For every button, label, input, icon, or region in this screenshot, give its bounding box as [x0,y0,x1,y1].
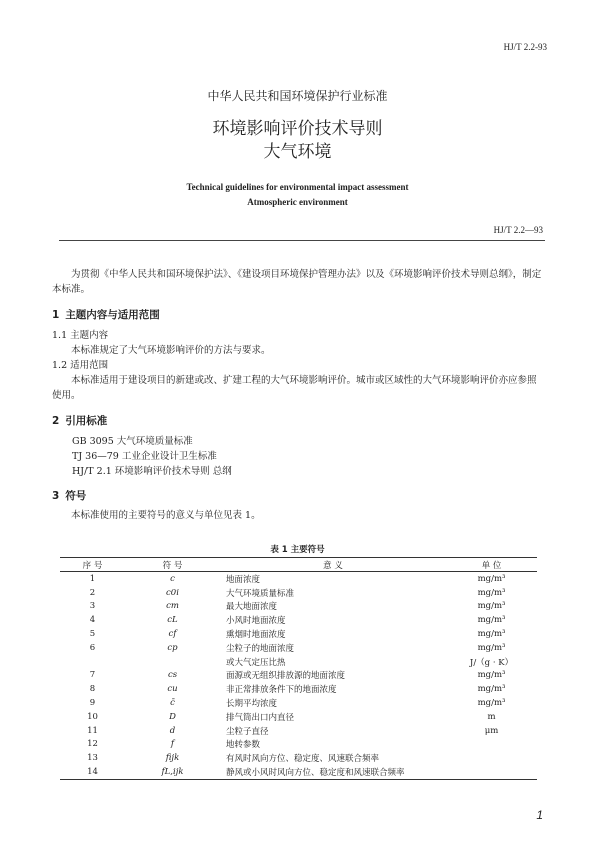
table-cell: mg/m³ [477,642,506,653]
section-number: 3 [52,490,60,502]
table-cell: cp [167,642,178,653]
section-title: 符号 [65,490,87,502]
table-cell: 最大地面浓度 [226,602,278,613]
table-cell: fL,ijk [125,765,220,779]
table-cell: 非正常排放条件下的地面浓度 [226,685,337,696]
table-row [60,627,537,641]
table-row [60,655,537,669]
table-cell: 长期平均浓度 [226,699,278,710]
section-1-sub-2-text: 本标准适用于建设项目的新建或改、扩建工程的大气环境影响评价。城市或区域性的大气环境影响评价亦应参照使用。 [52,375,537,401]
table-row [60,710,537,724]
table-cell: 13 [87,753,98,764]
table-cell: mg/m³ [477,670,506,681]
table-cell: 小风时地面浓度 [226,616,286,627]
table-cell: 地转参数 [226,740,261,751]
table-cell: cf [168,629,177,640]
table-cell: 面源或无组织排放源的地面浓度 [226,671,346,682]
table-cell: 5 [89,629,96,640]
table-cell: cm [166,601,179,612]
page-number: 1 [536,808,543,822]
table-cell: 10 [87,711,98,722]
table-row [60,600,537,614]
table-caption: 表 1 主要符号 [270,545,325,555]
table-cell: 12 [87,739,98,750]
table-cell: 14 [60,765,125,779]
section-1-heading [52,307,160,322]
title-line-2: 大气环境 [263,142,332,162]
reference-item: TJ 36—79 工业企业设计卫生标准 [72,451,217,462]
section-2-heading [52,413,107,428]
english-title-line-2: Atmospheric environment [247,197,348,207]
table-row [60,669,537,683]
table-cell: mg/m³ [477,587,506,598]
table-cell: 11 [87,725,98,736]
table-cell: c0i [166,587,179,598]
table-cell: 2 [89,587,96,598]
english-title [0,180,595,210]
table-cell: 4 [89,615,96,626]
table-cell: 3 [89,601,96,612]
table-cell: mg/m³ [477,629,506,640]
section-1-sub-1-text: 本标准规定了大气环境影响评价的方法与要求。 [71,345,271,356]
column-header: 符 号 [125,558,220,572]
reference-list [72,434,565,479]
table-row [60,682,537,696]
table-cell: 有风时风向方位、稳定度、风速联合频率 [226,754,380,765]
doc-code: HJ/T 2.2—93 [493,225,543,235]
table-cell: 排气筒出口内直径 [226,712,295,723]
english-title-line-1: Technical guidelines for environmental impact assessment [186,182,409,192]
table-header-row [60,558,537,572]
reference-item: GB 3095 大气环境质量标准 [72,436,193,447]
section-1-sub-2-title: 1.2 适用范围 [52,360,109,371]
table-row [60,572,537,586]
column-header: 意 义 [220,558,446,572]
table-cell: cL [167,615,178,626]
table-cell: 大气环境质量标准 [226,588,295,599]
section-title: 引用标准 [65,415,108,427]
table-cell: 地面浓度 [226,574,261,585]
table-cell: mg/m³ [477,684,506,695]
table-cell: mg/m³ [477,615,506,626]
doc-code-top: HJ/T 2.2-93 [503,42,547,52]
table-cell: mg/m³ [477,601,506,612]
table-row [60,738,537,752]
table-cell: J/（g · K） [469,657,514,668]
table-cell [60,655,125,669]
symbols-table [60,557,537,780]
table-cell: m [487,711,496,722]
table-cell [446,765,537,779]
issuing-organization: 中华人民共和国环境保护行业标准 [207,89,388,103]
section-number: 2 [52,415,60,427]
section-3-heading [52,488,86,503]
table-cell: 尘粒子的地面浓度 [226,643,295,654]
table-cell [446,738,537,752]
table-row [60,641,537,655]
table-cell: 9 [89,698,96,709]
table-cell: c̄ [170,698,175,709]
section-3-text: 本标准使用的主要符号的意义与单位见表 1。 [71,510,261,521]
column-header: 单 位 [446,558,537,572]
table-cell: mg/m³ [477,573,506,584]
reference-item: HJ/T 2.1 环境影响评价技术导则 总纲 [72,466,232,477]
table-cell [446,751,537,765]
table-cell [125,655,220,669]
table-cell: D [169,711,176,722]
table-cell: c [170,573,175,584]
table-row [60,586,537,600]
table-cell: 6 [89,642,96,653]
table-cell: μm [484,725,499,736]
table-cell: 尘粒子直径 [226,726,269,737]
table-cell: 1 [89,573,96,584]
table-cell: cu [167,684,178,695]
table-row [60,613,537,627]
table-row [60,751,537,765]
table-cell: mg/m³ [477,698,506,709]
table-cell: f [170,739,175,750]
table-cell: 7 [89,670,96,681]
table-cell: 熏烟时地面浓度 [226,630,286,641]
table-cell: d [169,725,176,736]
section-number: 1 [52,309,60,321]
column-header: 序 号 [60,558,125,572]
table-cell: 8 [89,684,96,695]
table-row [60,724,537,738]
section-title: 主题内容与适用范围 [65,309,160,321]
page-title [0,118,595,164]
table-cell: 静风或小风时风向方位、稳定度和风速联合频率 [220,765,446,779]
title-line-1: 环境影响评价技术导则 [212,119,383,139]
header-divider [59,240,545,241]
table-cell: cs [167,670,178,681]
section-1-sub-1-title: 1.1 主题内容 [52,330,109,341]
table-row [60,696,537,710]
table-row [60,765,537,779]
preamble-paragraph: 为贯彻《中华人民共和国环境保护法》、《建设项目环境保护管理办法》以及《环境影响评价技术导则总纲》，制定本标准。 [52,269,542,295]
table-cell: 或大气定压比热 [226,657,286,668]
table-cell: fijk [165,753,180,764]
